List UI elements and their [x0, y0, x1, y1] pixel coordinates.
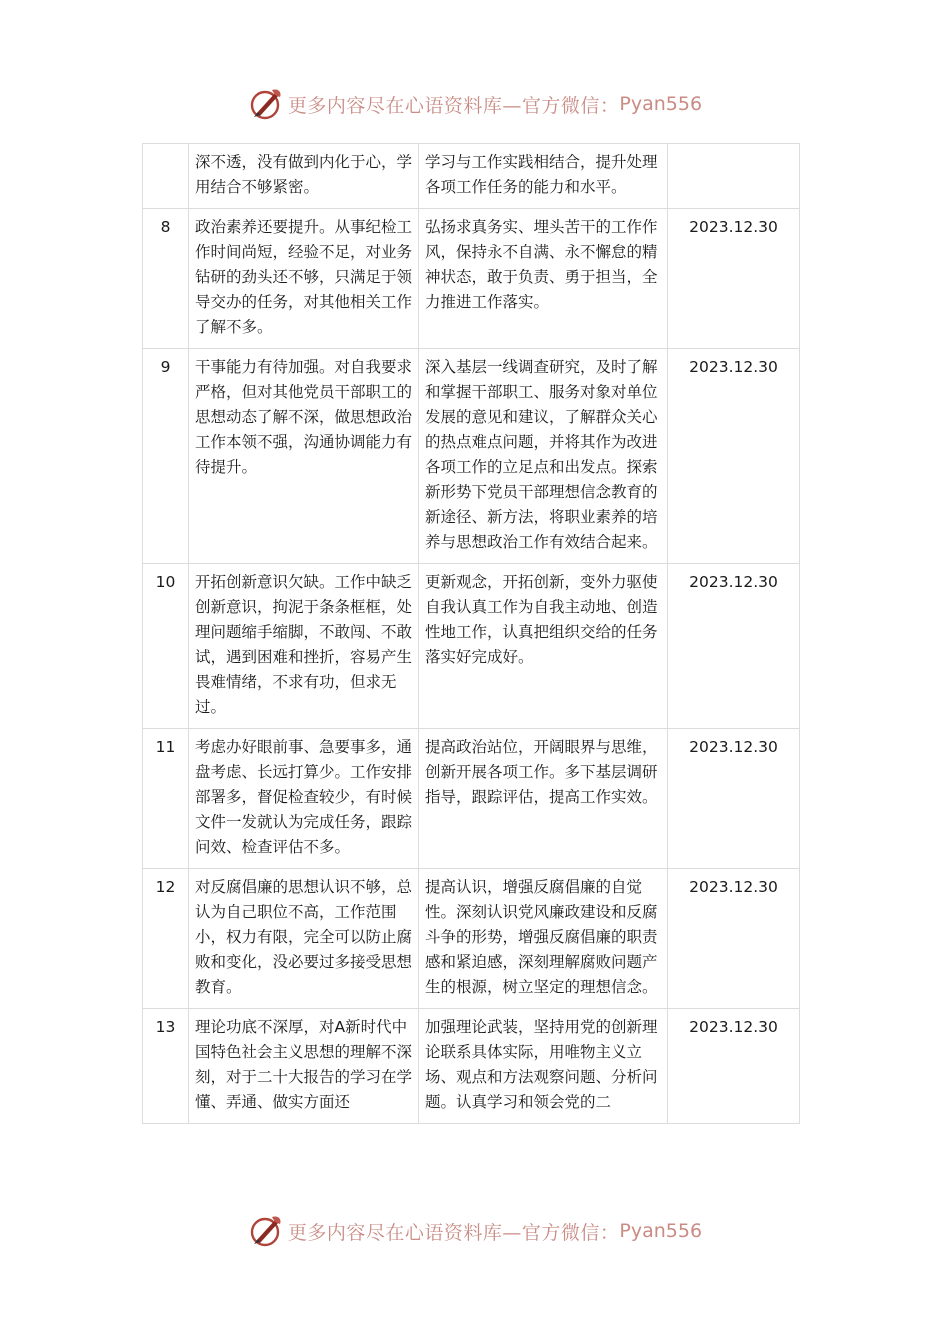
quill-logo-icon	[248, 86, 284, 122]
table-row	[143, 209, 800, 349]
row-number: 13	[143, 1009, 189, 1124]
issue-cell: 政治素养还要提升。从事纪检工作时间尚短，经验不足，对业务钻研的劲头还不够，只满足于领导交办的任务，对其他相关工作了解不多。	[189, 209, 419, 349]
issue-cell: 开拓创新意识欠缺。工作中缺乏创新意识，拘泥于条条框框，处理问题缩手缩脚，不敢闯、不敢试，遇到困难和挫折，容易产生畏难情绪，不求有功，但求无过。	[189, 564, 419, 729]
watermark-banner-bottom	[0, 1211, 950, 1251]
measure-cell: 学习与工作实践相结合，提升处理各项工作任务的能力和水平。	[419, 144, 668, 209]
watermark-text: 更多内容尽在心语资料库—官方微信：	[287, 1221, 620, 1244]
measure-cell: 提高政治站位，开阔眼界与思维，创新开展各项工作。多下基层调研指导，跟踪评估，提高工作实效。	[419, 729, 668, 869]
row-number: 12	[143, 869, 189, 1009]
deadline-cell: 2023.12.30	[668, 564, 800, 729]
row-number: 9	[143, 349, 189, 564]
measure-cell: 更新观念，开拓创新，变外力驱使自我认真工作为自我主动地、创造性地工作，认真把组织交给的任务落实好完成好。	[419, 564, 668, 729]
issue-cell: 考虑办好眼前事、急要事多，通盘考虑、长远打算少。工作安排部署多，督促检查较少，有时候文件一发就认为完成任务，跟踪问效、检查评估不多。	[189, 729, 419, 869]
issue-cell: 干事能力有待加强。对自我要求严格，但对其他党员干部职工的思想动态了解不深，做思想政治工作本领不强，沟通协调能力有待提升。	[189, 349, 419, 564]
table-row	[143, 729, 800, 869]
watermark-banner-top	[0, 84, 950, 124]
watermark-handle: Pyan556	[619, 1220, 703, 1242]
watermark-handle: Pyan556	[619, 93, 703, 115]
table-row	[143, 144, 800, 209]
row-number: 8	[143, 209, 189, 349]
row-number: 10	[143, 564, 189, 729]
issue-cell: 理论功底不深厚，对A新时代中国特色社会主义思想的理解不深刻，对于二十大报告的学习在学懂、弄通、做实方面还	[189, 1009, 419, 1124]
table-row	[143, 869, 800, 1009]
issue-cell: 深不透，没有做到内化于心，学用结合不够紧密。	[189, 144, 419, 209]
deadline-cell	[668, 144, 800, 209]
measure-cell: 加强理论武装，坚持用党的创新理论联系具体实际，用唯物主义立场、观点和方法观察问题、分析问题。认真学习和领会党的二	[419, 1009, 668, 1124]
table-row	[143, 564, 800, 729]
deadline-cell: 2023.12.30	[668, 1009, 800, 1124]
measure-cell: 弘扬求真务实、埋头苦干的工作作风，保持永不自满、永不懈怠的精神状态，敢于负责、勇于担当，全力推进工作落实。	[419, 209, 668, 349]
deadline-cell: 2023.12.30	[668, 209, 800, 349]
table-body	[143, 144, 800, 1124]
table-row	[143, 349, 800, 564]
deadline-cell: 2023.12.30	[668, 869, 800, 1009]
issue-cell: 对反腐倡廉的思想认识不够，总认为自己职位不高，工作范围小，权力有限，完全可以防止腐败和变化，没必要过多接受思想教育。	[189, 869, 419, 1009]
deadline-cell: 2023.12.30	[668, 349, 800, 564]
table-row	[143, 1009, 800, 1124]
measure-cell: 深入基层一线调查研究，及时了解和掌握干部职工、服务对象对单位发展的意见和建议，了解群众关心的热点难点问题，并将其作为改进各项工作的立足点和出发点。探索新形势下党员干部理想信念教育的新途径、新方法，将职业素养的培养与思想政治工作有效结合起来。	[419, 349, 668, 564]
quill-logo-icon	[248, 1213, 284, 1249]
deadline-cell: 2023.12.30	[668, 729, 800, 869]
row-number: 11	[143, 729, 189, 869]
measure-cell: 提高认识，增强反腐倡廉的自觉性。深刻认识党风廉政建设和反腐斗争的形势，增强反腐倡廉的职责感和紧迫感，深刻理解腐败问题产生的根源，树立坚定的理想信念。	[419, 869, 668, 1009]
rectification-table	[142, 143, 800, 1124]
watermark-text: 更多内容尽在心语资料库—官方微信：	[287, 94, 620, 117]
row-number	[143, 144, 189, 209]
